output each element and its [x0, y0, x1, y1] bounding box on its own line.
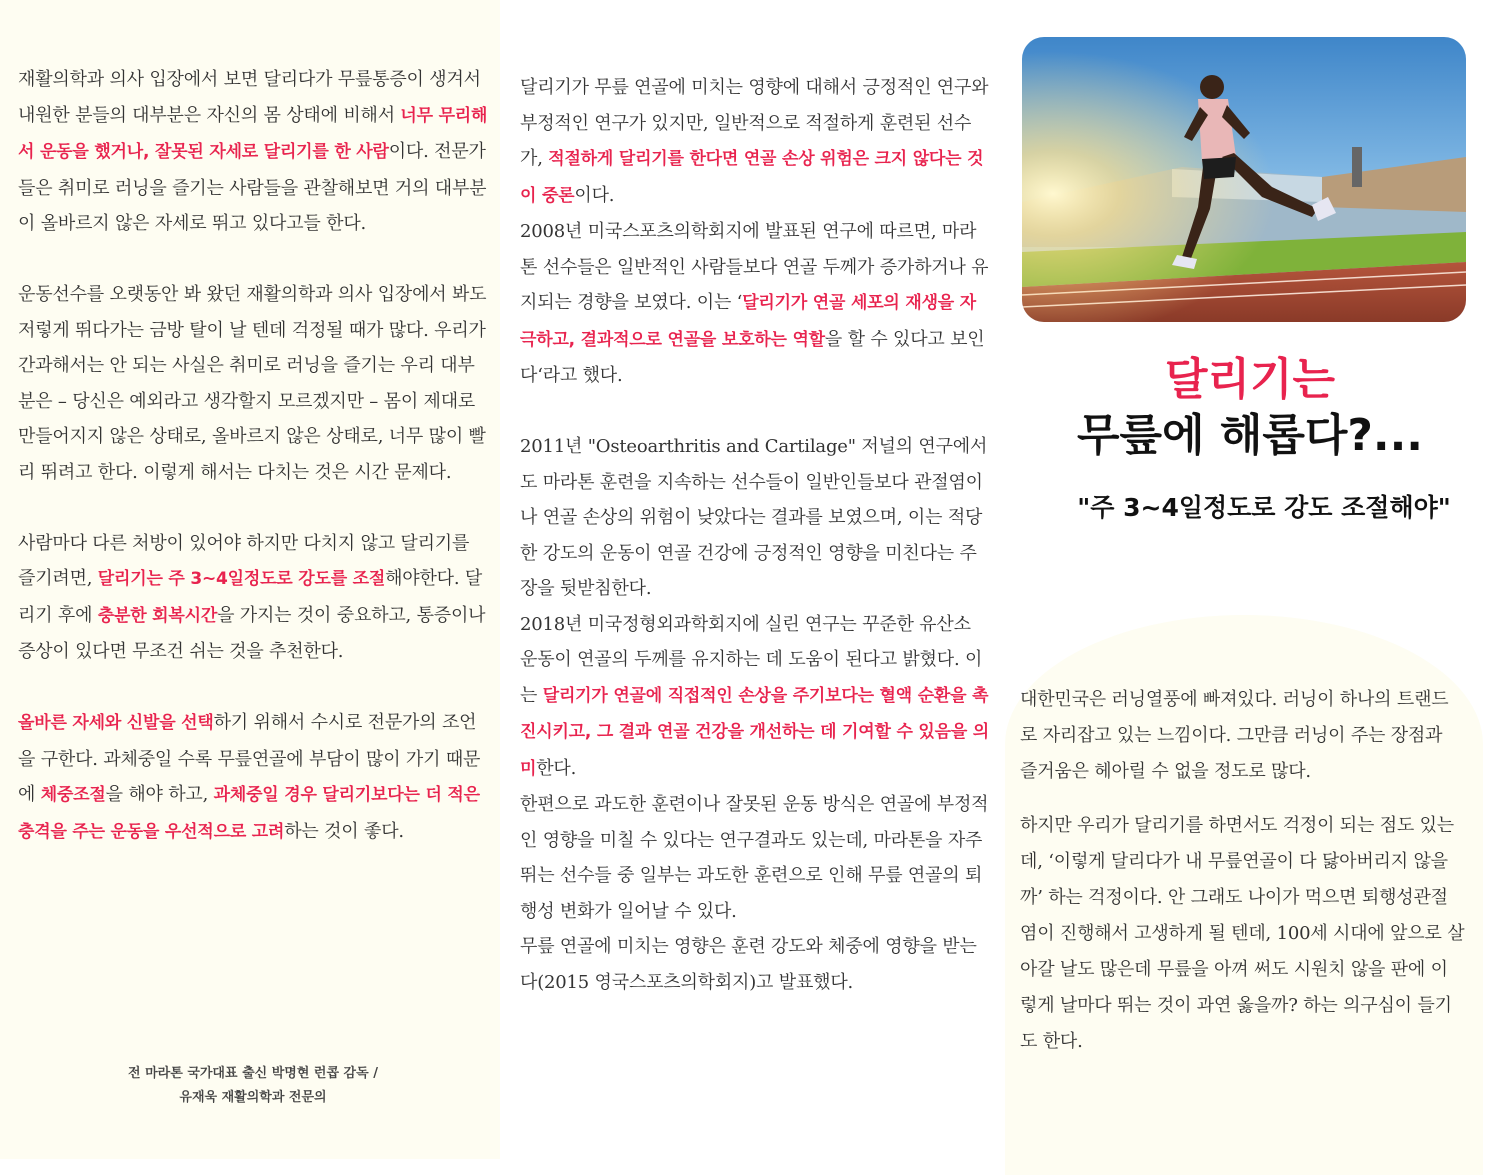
highlight-text: 과체중일 경우 달리기보다는 더 적은 충격을 주는 운동을 우선적으로 고려 [18, 785, 480, 842]
middle-paragraph-2: 2008년 미국스포츠의학회지에 발표된 연구에 따르면, 마라톤 선수들은 일반적인 사람들보다 연골 두께가 증가하거나 유지되는 경향을 보였다. 이는 ‘달리기가 연골 세포의 재생을 자극하고, 결과적으로 연골을 보호하는 역할을 할 수 있다고 보인다‘라고 했다. [520, 221, 989, 386]
highlight-text: 달리기가 연골 세포의 재생을 자극하고, 결과적으로 연골을 보호하는 역할 [520, 293, 976, 350]
highlight-text: 적절하게 달리기를 한다면 연골 손상 위험은 크지 않다는 것이 중론 [520, 149, 984, 206]
middle-column [520, 70, 990, 1000]
highlight-text: 달리기는 주 3~4일정도로 강도를 조절 [97, 569, 386, 589]
middle-paragraph-3: 2011년 "Osteoarthritis and Cartilage" 저널의 연구에서도 마라톤 훈련을 지속하는 선수들이 일반인들보다 관절염이나 연골 손상의 위험이 낮았다는 결과를 보였으며, 이는 적당한 강도의 운동이 연골 건강에 긍정적인 영향을 미친다는 주장을 뒷받침한다. [520, 436, 988, 599]
middle-paragraph-6: 무릎 연골에 미치는 영향은 훈련 강도와 체중에 영향을 받는다(2015 영국스포츠의학회지)고 발표했다. [520, 936, 977, 993]
middle-paragraph-4: 2018년 미국정형외과학회지에 실린 연구는 꾸준한 유산소 운동이 연골의 두께를 유지하는 데 도움이 된다고 밝혔다. 이는 달리기가 연골에 직접적인 손상을 주기보다는 혈액 순환을 촉진시키고, 그 결과 연골 건강을 개선하는 데 기여할 수 있음을 의미한다. [520, 613, 989, 779]
runner-illustration [1022, 37, 1466, 322]
runner-photo [1022, 37, 1466, 322]
headline-line-2: 무릎에 해롭다?... [1076, 410, 1423, 461]
left-column [18, 62, 488, 886]
middle-paragraph-5: 한편으로 과도한 훈련이나 잘못된 운동 방식은 연골에 부정적인 영향을 미칠 수 있다는 연구결과도 있는데, 마라톤을 자주 뛰는 선수들 중 일부는 과도한 훈련으로 인해 무릎 연골의 퇴행성 변화가 일어날 수 있다. [520, 794, 989, 922]
right-paragraph-2: 하지만 우리가 달리기를 하면서도 걱정이 되는 점도 있는데, ‘이렇게 달리다가 내 무릎연골이 다 닳아버리지 않을까’ 하는 걱정이다. 안 그래도 나이가 먹으면 퇴행성관절염이 진행해서 고생하게 될 텐데, 100세 시대에 앞으로 살아갈 날도 많은데 무릎을 아껴 써도 시원치 않을 판에 이렇게 날마다 뛰는 것이 과연 옳을까? 하는 의구심이 들기도 한다. [1020, 815, 1465, 1052]
highlight-text: 올바른 자세와 신발을 선택 [18, 713, 214, 733]
credit-line-2: 유재욱 재활의학과 전문의 [179, 1090, 327, 1105]
headline-block [1010, 352, 1490, 524]
right-column [1020, 682, 1465, 1078]
highlight-text: 너무 무리해서 운동을 했거나, 잘못된 자세로 달리기를 한 사람 [18, 105, 488, 162]
left-paragraph-3: 사람마다 다른 처방이 있어야 하지만 다치지 않고 달리기를 즐기려면, 달리기는 주 3~4일정도로 강도를 조절해야한다. 달리기 후에 충분한 회복시간을 가지는 것이 중요하고, 통증이나 증상이 있다면 무조건 쉬는 것을 추천한다. [18, 532, 486, 662]
headline-line-1: 달리기는 [1164, 354, 1335, 405]
left-paragraph-4: 올바른 자세와 신발을 선택하기 위해서 수시로 전문가의 조언을 구한다. 과체중일 수록 무릎연골에 부담이 많이 가기 때문에 체중조절을 해야 하고, 과체중일 경우 달리기보다는 더 적은 충격을 주는 운동을 우선적으로 고려하는 것이 좋다. [18, 712, 481, 842]
highlight-text: 체중조절 [40, 785, 106, 805]
highlight-text: 달리기가 연골에 직접적인 손상을 주기보다는 혈액 순환을 촉진시키고, 그 결과 연골 건강을 개선하는 데 기여할 수 있음을 의미 [520, 685, 989, 779]
middle-paragraph-1: 달리기가 무릎 연골에 미치는 영향에 대해서 긍정적인 연구와 부정적인 연구가 있지만, 일반적으로 적절하게 훈련된 선수가, 적절하게 달리기를 한다면 연골 손상 위험은 크지 않다는 것이 중론이다. [520, 77, 989, 206]
highlight-text: 충분한 회복시간 [97, 605, 218, 626]
right-paragraph-1: 대한민국은 러닝열풍에 빠져있다. 러닝이 하나의 트랜드로 자리잡고 있는 느낌이다. 그만큼 러닝이 주는 장점과 즐거움은 헤아릴 수 없을 정도로 많다. [1020, 689, 1449, 782]
subheadline: "주 3~4일정도로 강도 조절해야" [1077, 493, 1451, 522]
credit-line-1: 전 마라톤 국가대표 출신 박명현 런콥 감독 / [128, 1066, 378, 1081]
left-paragraph-2: 운동선수를 오랫동안 봐 왔던 재활의학과 의사 입장에서 봐도 저렇게 뛰다가는 금방 탈이 날 텐데 걱정될 때가 많다. 우리가 간과해서는 안 되는 사실은 취미로 러닝을 즐기는 우리 대부분은 – 당신은 예외라고 생각할지 모르겠지만 – 몸이 제대로 만들어지지 않은 상태로, 올바르지 않은 상태로, 너무 많이 빨리 뛰려고 한다. 이렇게 해서는 다치는 것은 시간 문제다. [18, 284, 487, 483]
left-paragraph-1: 재활의학과 의사 입장에서 보면 달리다가 무릎통증이 생겨서 내원한 분들의 대부분은 자신의 몸 상태에 비해서 너무 무리해서 운동을 했거나, 잘못된 자세로 달리기를 한 사람이다. 전문가들은 취미로 러닝을 즐기는 사람들을 관찰해보면 거의 대부분이 올바르지 않은 자세로 뛰고 있다고들 한다. [18, 69, 488, 234]
author-credit [18, 1062, 488, 1110]
